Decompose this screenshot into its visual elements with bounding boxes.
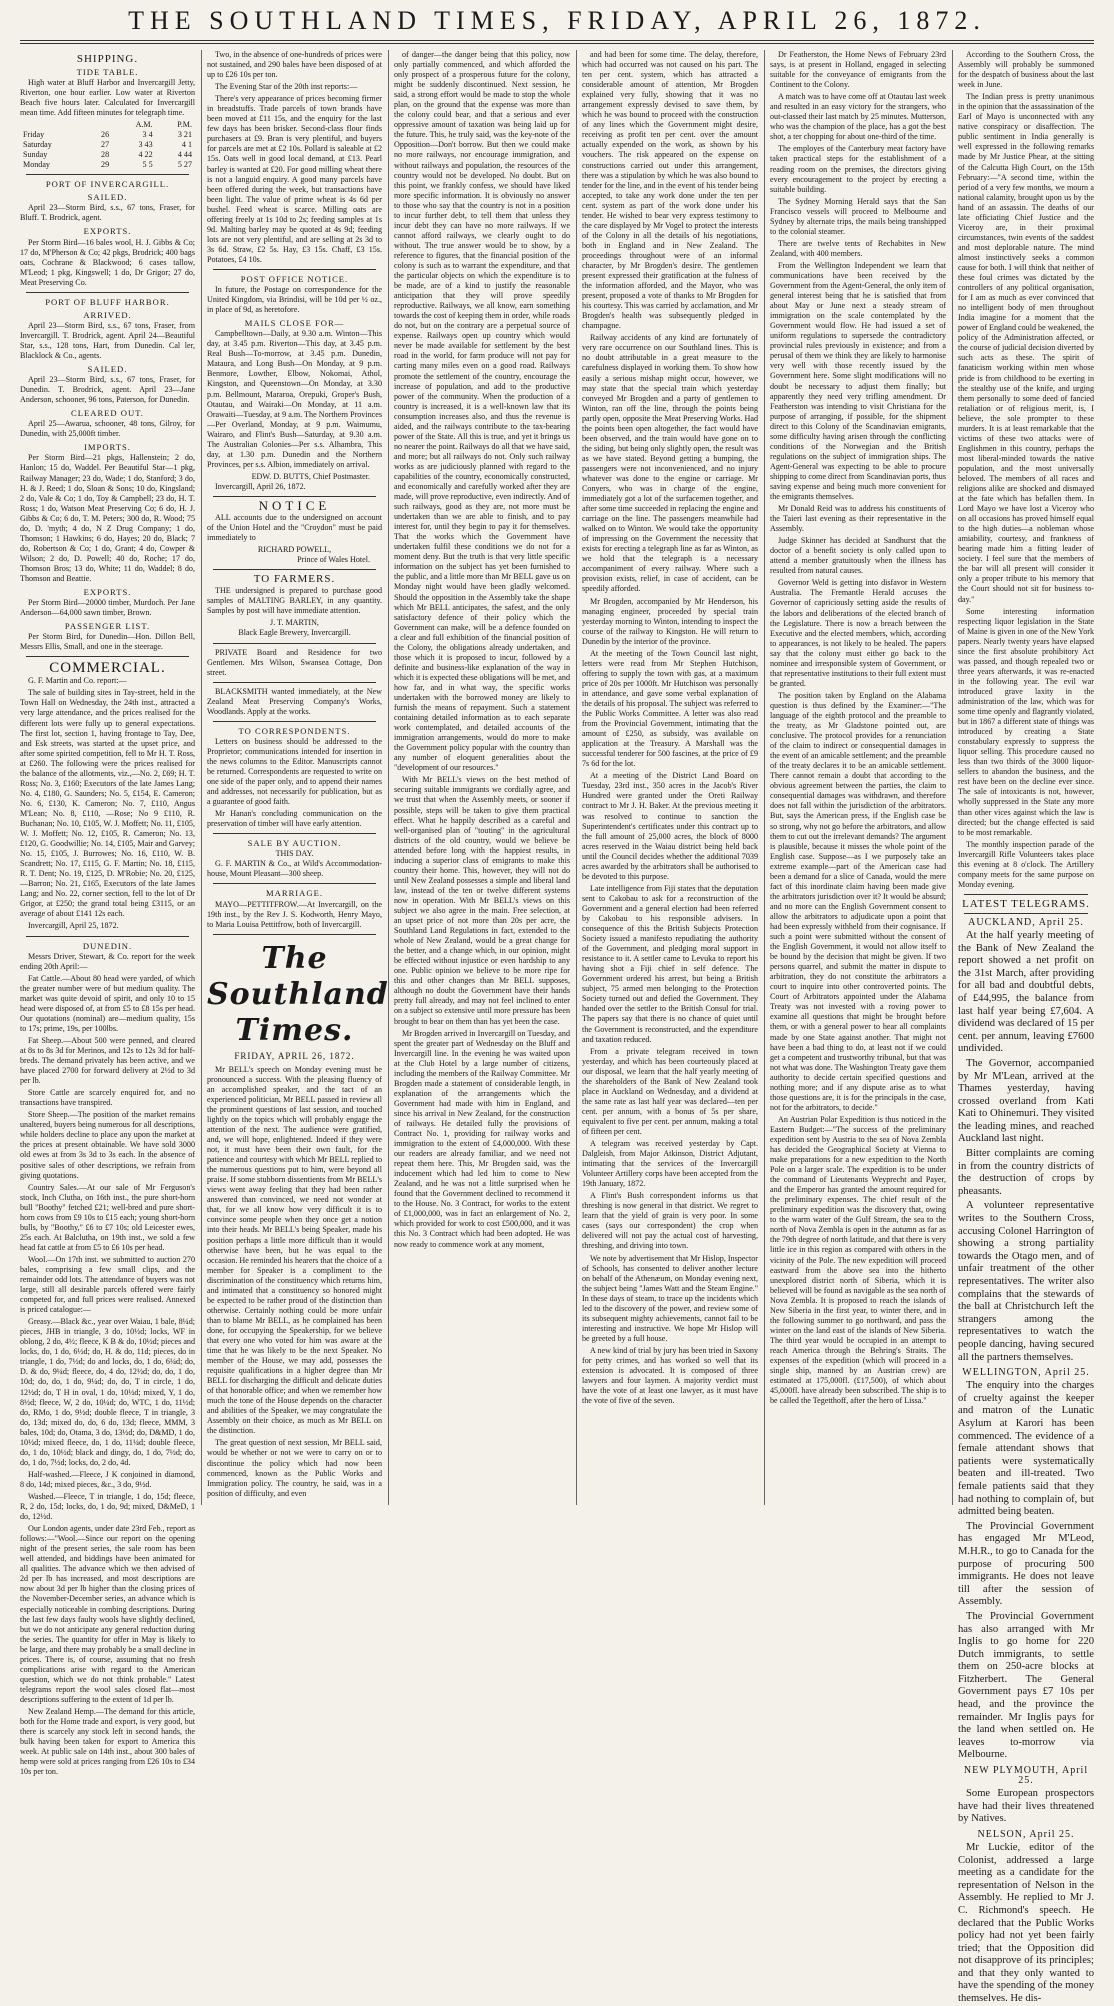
article-paragraph: Governor Weld is getting into disfavor in Western Australia. The Fremantle Herald accuses the Governor of capriciously setting aside the results of the labors and deliberations of the elected branch of the Legislature. There is now a breach between the Executive and the elected members, which, according to appearances, is not likely to be healed. The papers say that the colony must either go back to the nominee and irresponsible system of Government, or that representative institutions to their full extent must be granted. [770,578,946,688]
commercial-heading: COMMERCIAL. [49,660,166,677]
tide-cell: Monday [23,160,50,170]
imports-text: Per Storm Bird—21 pkgs, Hallenstein; 2 do, Hanlon; 15 do, Waddel. Per Beautiful Star—1 pkg, Railway Manager; 23 do, Wade; 1 do, Stanford; 3 do, H. & J. Reed; 1 do, Sloan & Sons; 10 do, Kingsland; 2 do, Vale & Co; 1 do, Toy & Campbell; 23 do, H. T. Ross; 1 do, Watson Meat Preserving Co; 6 do, H. J. Gibbs & Co; 6 do, T. M. Peters; 300 do, R. Wood; 75 do, D. 'myth; 4 do, N Z Drug Company; 1 do, Thomson; 1 Hawkins; 6 do, Hayes; 20 do, Black; 7 do, Robertson & Co; 1 do, Grant; 4 do, Cowper & Wilson; 2 do, D. Powell; 40 do, Roche; 17 do, Thomson Bros; 13 do, White; 11 do, Waddel; 8 do, Thomson and Beattie. [20,453,195,583]
dunedin-heading: DUNEDIN. [82,940,133,951]
article-paragraph: Country Sales.—At our sale of Mr Ferguson's stock, Inch Clutha, on 16th inst., the pure short-horn bull "Boothy" fetched £21; well-bred and pure short-horn cows from £9 10s to £15 each; young short-horn bulls, by "Boothy," £6 to £7 10s; old Leicester ewes, 25s each. At Balclutha, on 19th inst., we sold a few head fat cattle at from £5 to £6 10s per head. [20,1182,195,1252]
telegram-text: The Provincial Government has engaged Mr M'Leod, M.H.R., to go to Canada for the purpose of procuring 500 immigrants. He does not leave till after the session of Assembly. [958,1520,1094,1608]
sailed-text: April 23—Storm Bird, s.s., 67 tons, Fraser, for Bluff. T. Brodrick, agent. [20,203,195,223]
article-paragraph: According to the Southern Cross, the Assembly will probably be summoned for the despatch of business about the last week in June. [958,50,1094,90]
notice-heading: NOTICE [258,497,331,513]
sale-heading: SALE BY AUCTION. [247,838,342,849]
article-paragraph: The Evening Star of the 20th inst reports:— [215,82,358,92]
section-rule [26,292,189,293]
telegram-items [958,918,1094,2006]
leader-paras [207,1065,382,1499]
column-rule [388,50,389,1505]
article-paragraph: Mr BELL's speech on Monday evening must be pronounced a success. With the pleasing fluency of an accomplished speaker, and the tact of an experienced politician, Mr BELL passed in review all the prominent questions of last session, and touched lightly on the topics which will probably engage the attention of the next. The audience were gratified, and, we will hope, enlightened. Indeed if they were not, it must have been their own fault, for the patience and courtesy with which Mr BELL replied to the numerous questions put to him, were beyond all praise. If some stubborn dissentients from Mr BELL's views went away feeling that they had been rather answered than convinced, we need not wonder at that, for we all know how very difficult it is to convince some people when they once get a notion into their heads. Mr BELL's being Speaker, made his position perhaps a little more difficult than it would otherwise have been, but he was equal to the occasion. He reminded his hearers that the choice of a member for Speaker is a compliment to the discrimination of the constituency which returns him, and intimated that a constituency so honored might be expected to be rather proud of the distinction than otherwise. Certainly nothing could be more unfair than to blame Mr BELL, as he complained has been done, for occupying the Speakership, for we believe that every one who voted for him was aware at the time that he was likely to be the next Speaker. No member of the House, we may add, possesses the requisite qualifications in a higher degree than Mr BELL for discharging the difficult and delicate duties of that honorable office; and when we remember how much the tone of the House depends on the character and abilities of the Speaker, we may congratulate the Assembly on their choice, as much as Mr BELL on the distinction. [207,1064,383,1436]
tide-cell: 5 5 [142,160,153,170]
article-paragraph: Mr Brogden, accompanied by Mr Henderson, his managing engineer, proceeded by special train yesterday morning to Winton, intending to inspect the course of the railway to Kingston. He will return to Dunedin by the interior of the province. [582,596,758,646]
article-paragraph: Half-washed.—Fleece, J K conjoined in diamond, 8 do, 14d; mixed pieces, &c., 3 do, 9½d. [20,1469,195,1489]
masthead-rule [20,40,1094,41]
telegram-place: NEW PLYMOUTH, April 25. [963,1765,1089,1787]
blacksmith-ad: BLACKSMITH wanted immediately, at the New Zealand Meat Preserving Company's Works, Woodlands. Apply at the works. [207,686,382,716]
tide-cell: Saturday [23,140,52,150]
shipping-heading: SHIPPING. [76,53,139,65]
telegram-place: WELLINGTON, April 25. [962,1367,1090,1379]
tide-cell: 5 27 [177,160,192,170]
tide-cell: 3 43 [138,140,153,150]
sailed2-text: April 23—Storm Bird, s.s., 67 tons, Fraser, for Dunedin. T. Brodrick, agent. April 23—Jane Anderson, schooner, 96 tons, Paterson, for Dunedin. [20,375,195,405]
article-paragraph: From a private telegram received in town yesterday, and which has been courteously placed at our disposal, we learn that the half yearly meeting of the shareholders of the Bank of New Zealand took place in Auckland on Wednesday, and a dividend at the same rate as last half year was declared—ten per cent. per annum, with a bonus of 5s per share, equivalent to five per cent. per annum, making a total of fifteen per cent. [582,1046,758,1136]
telegram-text: The Governor, accompanied by Mr M'Lean, arrived at the Thames yesterday, having crossed overland from Kati Kati to Ohinemuri. They visited the leading mines, and reached Auckland last night. [958,1057,1094,1145]
article-paragraph: Store Sheep.—The position of the market remains unaltered, buyers being numerous for all descriptions, while holders decline to place any upon the market at the prices at present obtainable. We have sold 3000 old ewes at from 3s 3d to 3s each. In the absence of positive sales of other descriptions, we refrain from giving quotations. [20,1110,195,1180]
post-intro: In future, the Postage on correspondence for the United Kingdom, via Brindisi, will be 10d per ½ oz., in place of 9d, as heretofore. [207,285,382,315]
section-rule [26,174,189,175]
tide-cell: 26 [101,130,110,140]
correspondents-heading: TO CORRESPONDENTS. [238,725,351,736]
cleared-label: CLEARED OUT. [71,408,144,419]
article-paragraph: Greasy.—Black &c., year over Waiau, 1 bale, 8¼d; pieces, JHB in triangle, 3 do, 10½d; locks, WF in oblong, 2 do, 4½; fleece, K B & do, 10½d; pieces and locks, do, 1 do, 6½d; do, H. & do, 11d; pieces, do in triangle, 1 do, 7½d; do and locks, do, 1 do, 6¼d; do, D. & do, 9¼d; fleece, do, 4 do, 12½d; do, do, 1 do, 10d; do, do, 1 do, 9¼d; do, do, T in circle, 1 do, 12½d; do, T H in oval, 1 do, 10½d; mixed, Y, 1 do, 8½d; fleece, W, 2 do, 10¼d; do, WTC, 1 do, 11½d; do, RMo, 1 do, 9½d; double fleece, T in triangle, 3 do, 13d; mixed do, do, 6 do, 13d; fleece, MMM, 3 bales, 10d; do, Otama, 3 do, 13½d; do, D&MD, 1 do, 10½d; mixed fleece, do, 1 do, 11¼d; double fleece, do, 1 do, 10½d; black and dingy, do, 1 do, 7½d; do, do, 1 do, 7½d; locks, do, 2 do, 4d. [20,1317,195,1467]
article-paragraph: Messrs Driver, Stewart, & Co. report for the week ending 20th April:— [20,951,195,971]
telegram-text: The enquiry into the charges of cruelty against the keeper and matron of the Lunatic Asylum at Karori has been commenced. The evidence of a female attendant shows that patients were systematically beaten and ill-treated. Two female patients said that they had nothing to complain of, but admitted being beaten. [958,1380,1094,1518]
column-3 [394,50,570,1510]
telegram-text: Bitter complaints are coming in from the country districts of the destruction of crops by pheasants. [958,1148,1094,1197]
post-office-heading: POST OFFICE NOTICE. [240,273,349,284]
article-paragraph: A new kind of trial by jury has been tried in Saxony for petty crimes, and has worked so well that its extension is advocated. It is composed of three lawyers and four laymen. A majority verdict must have the vote of at least one lawyer, as it must have the vote of five of the seven. [582,1345,758,1406]
telegram-place: AUCKLAND, April 25. [968,916,1084,928]
article-paragraph: Mr Brogden arrived in Invercargill on Tuesday, and spent the greater part of Wednesday on the Bluff and Invercargill line. In the evening he was waited upon at the Club Hotel by a large number of citizens, including the members of the Railway Committee. Mr Brogden made a statement of considerable length, in explanation of the arrangements which the Government had made with him in England, and since his arrival in New Zealand, for the construction of railways. He detailed fully the provisions of Contract No. 1, providing for railway works and immigration to the extent of £4,000,000. With these our readers are already familiar, and we need not repeat them here. This, Mr Brogden said, was the inducement which had led him to come to New Zealand, and he was not a little surprised when he found that the Government declined to recommend it to the House. No. 3 Contract, for works to the extent of £1,000,000, was in fact an enlargement of No. 2, which provided for work to cost £500,000, and it was this No. 3 Contract which had been adopted. He was now ready to commence work at any moment, [394,1028,570,1249]
cleared-text: April 25—Awarua, schooner, 48 tons, Gilroy, for Dunedin, with 25,000ft timber. [20,419,195,439]
article-paragraph: The Sydney Morning Herald says that the San Francisco vessels will proceed to Melbourne and Sydney by alternate trips, the mails being transhipped to the colonial steamer. [770,196,946,236]
notice-text: ALL accounts due to the undersigned on account of the Union Hotel and the "Croydon" must be paid immediately to [207,513,382,543]
section-rule [213,721,376,722]
farmers-heading: TO FARMERS. [253,573,336,586]
article-paragraph: The great question of next session, Mr BELL said, would be whether or not we were to carry on or to discontinue the policy which had now been commenced, known as the Public Works and Immigration policy. The country, he said, was in a position of difficulty, and even [207,1438,382,1498]
article-paragraph: Judge Skinner has decided at Sandhurst that the doctor of a benefit society is only called upon to attend a member gratuitously when the illness has resulted from natural causes. [770,536,946,576]
col2-top-paras [207,50,382,265]
exports-text: Per Storm Bird—16 bales wool, H. J. Gibbs & Co; 17 do, M'Pherson & Co; 42 pkgs, Brodrick; 400 bags oats, Cochrane & Blackwood; 6 cases tallow, M'Leod; 1 pkg, Kingswell; 1 do, Dr Grigor; 27 do, Meat Preserving Co. [20,237,195,287]
marriage-text: MAYO—PETTITFROW.—At Invercargill, on the 19th inst., by the Rev J. S. Kodworth, Henry Mayo, to Maria Louisa Pettitfrow, both of Invercargill. [207,899,382,929]
sailed-label: SAILED. [87,192,128,203]
article-paragraph: At the meeting of the Town Council last night, letters were read from Mr Stephen Hutchison, offering to supply the town with gas, at a maximum price of 20s per 1000ft. Mr Hutchison was personally in attendance, and gave some verbal explanation of the details of his proposal. The subject was referred to the Public Works Committee. A letter was also read from the Provincial Government, intimating that the amount of £250, as subsidy, was available on application at the Treasury. A Marshall was the successful tenderer for 500 fascines, at the price of £9 7s 6d for the lot. [582,648,758,769]
tide-cell: 27 [101,140,110,150]
tide-cell: 29 [101,160,110,170]
article-paragraph: With Mr BELL's views on the best method of securing suitable immigrants we cordially agree, and we trust that when the Assembly meets, or sooner if possible, steps will be taken to give them practical effect. What he happily described as a careful and well-organised plan of "touting" in the agricultural districts of the old country, would we believe be attended before long with the happiest results, in inducing a superior class of emigrants to make this country their home. This, however, they will not do until New Zealand possesses a simple and liberal land law, instead of the ten or twelve different systems now in operation. With Mr BELL's views on this subject we also agree in the main. Free selection, at an upset price of not more than 20s per acre, the Southland Land Regulations in fact, extended to the whole of New Zealand, would be a great change for the better, and a change which, in our opinion, might be effected without injustice or even hardship to any one. Public opinion we believe to be more ripe for this and other changes than Mr BELL supposes, although no doubt the Government have their hands pretty full already, and may not feel inclined to enter on a subject so extensive until more pressure has been brought to bear on them than has yet been the case. [394,775,570,1026]
article-paragraph: Fat Sheep.—About 500 were penned, and cleared at 8s to 8s 3d for Merinos, and 12s to 12s 3d for half-breds. The demand privately has been active, and we have placed 2700 for forward delivery at 2½d to 3d per lb. [20,1035,195,1086]
column-6 [958,50,1094,2005]
column-1 [20,50,195,1777]
leader-dateline: FRIDAY, APRIL 26, 1872. [234,1050,355,1061]
column-4 [582,50,758,1510]
sailed2-label: SAILED. [87,364,128,375]
tide-header-row [20,120,195,130]
dunedin-paras [20,952,195,1778]
tide-col-header: A.M. [135,120,153,130]
article-paragraph: From the Wellington Independent we learn that communications have been received by the Government from the Agent-General, the only item of general interest being that he is satisfied that from about May or June next a steady stream of immigration on the scale contemplated by the Government would flow. He had issued a set of uniform regulations to supersede the contradictory provincial rules previously in existence; and from a perusal of them we think they are likely to harmonise very well with those recently issued by the Government here. Some slight modifications will no doubt be necessary to adjust them finally; but apparently they need very trifling amendment. Dr Featherston was intending to visit Christiana for the purpose of arranging, if possible, for the shipment direct to this Colony of the Scandinavian emigrants, some difficulty having arisen through the conflicting conditions of the Norwegian and the British regulations on the subject of immigration ships. The Agent-General was expecting to be able to procure shipping to come direct from Scandinavian ports, thus saving expense and being much more convenient for the emigrants themselves. [770,260,946,502]
article-paragraph: Some interesting information respecting liquor legislation in the State of Maine is given in one of the New York papers. Nearly twenty years have elapsed since the first absolute prohibitory Act was passed, and though repealed two or three years afterwards, it was re-enacted in the following year. The evil war introduced grave laxity in the administration of the law, which was for some time openly and flagrantly violated, but in 1867 a different state of things was introduced by creating a State constabulary expressly to suppress the liquor selling. This procedure caused no less than two thirds of the 3000 liquor-sellers to abandon the business, and the rest have been on the decline ever since. The sale of intoxicants is not, however, wholly suppressed in the State any more than other vices against which the law is directed; but the change effected is said to be most remarkable. [958,606,1094,837]
tide-cell: Friday [23,130,45,140]
column-rule [201,50,202,1505]
tide-cell: 3 4 [142,130,153,140]
article-paragraph: Dr Featherston, the Home News of February 23rd says, is at present in Holland, engaged in selecting suitable for the conveyance of emigrants from the Continent to the Colony. [770,50,946,90]
tide-cell: 28 [101,150,110,160]
tide-col-header [86,120,113,130]
article-paragraph: There's very appearance of prices becoming firmer in breadstuffs. Trade parcels of town brands have been moved at £11 15s, and the enquiry for the last few days has been brisker. Second-class flour finds purchasers at £9. Bran is very plentiful, and buyers for parcels are met at £2 10s. Pollard is saleable at £2 15s. Oats well in good local demand, at £13. Pearl barley is wanted at £20. For good milling wheat there is not a languid enquiry. A good many parcels have been offered during the week, but transactions have been light. The value of prime wheat is 4s 6d per bushel. Feed wheat is scarce. Milling oats are offering freely at 1s 10d to 2s; feeding samples at 1s 9d. Malting barley may be quoted at 4s 9d; feeding lots are not very plentiful, and are selling at 2s 3d to 3s 6d. Straw, £2 5s. Hay, £3 15s. Chaff, £3 15s. Potatoes, £4 10s. [207,94,382,264]
col5-paras [770,50,946,1406]
latest-telegrams-heading: LATEST TELEGRAMS. [962,897,1090,910]
tide-row [20,160,195,170]
arrived-text: April 23—Storm Bird, s.s., 67 tons, Fraser, from Invercargill. T. Brodrick, agent. April 24—Beautiful Star, s.s., 128 tons, Hart, from Dunedin. Cal ler, Blacklock & Co., agents. [20,320,195,360]
sale-day: THIS DAY. [275,849,314,859]
article-paragraph: An Austrian Polar Expedition is thus noticed in the Eastern Budget:—"The success of the preliminary expedition sent by Austria to the sea of Nova Zembla has decided the Geographical Society at Vienna to make preparations for a new expedition to the North Pole on a larger scale. The expedition is to be under the command of Lieutenants Weyprecht and Payer, and the Emperor has granted the amount required for the preliminary expenses. The chief result of the preliminary expedition was the discovery that, owing to the warm water of the Gulf Stream, the sea to the north of Nova Zembla is open in the autumn as far as the 79th degree of north latitude, and that there is very little ice in this region as compared with others in the vicinity of the Pole. The new expedition will proceed eastward from the above sea into the hitherto unexplored district north of Siberia, which it is believed will be found as navigable as the sea north of Nova Zembla. It is proposed to reach the islands of New Siberia in the first year, to winter there, and in the following summer to go northward, and pass the winter on the land east of the islands of New Siberia. The third year would be occupied in an attempt to reach America through the Behring's Straits. The expenses of the expedition (which will proceed in a single ship, manned by an Austrian crew) are estimated at 175,000fl. (£17,500), of which about 45,000fl. have already been subscribed. The ship is to be called the Tegetthoff, after the hero of Lissa." [770,1114,946,1406]
section-rule [213,883,376,884]
masthead: THE SOUTHLAND TIMES, FRIDAY, APRIL 26, 1872. [128,6,986,35]
port-invercargill-heading: PORT OF INVERCARGILL. [45,179,170,190]
article-paragraph: At a meeting of the District Land Board on Tuesday, 23rd inst., 350 acres in the Jacob's River Hundred were granted under the Oreti Railway contract to Mr J. H. Baker. At the previous meeting it was resolved to continue to sanction the Superintendent's certificates under this contract up to the full amount of 25,000 acres, the block of 8000 acres reserved in the Waiau district being held back until the Council decides whether the additional 7039 acres awarded by the arbitrators shall be authorised to be devoted to this purpose. [582,771,758,881]
tide-intro: High water at Bluff Harbor and Invercargill Jetty, Riverton, one hour earlier. Low water at Riverton Beach five hours later. Calculated for Invercargill mean time. Add fifteen minutes for telegraph time. [20,78,195,118]
notice-signature-1: RICHARD POWELL, [257,545,332,555]
section-rule [213,269,376,270]
tide-table [20,120,195,170]
exports2-label: EXPORTS. [83,587,132,598]
article-paragraph: Two, in the absence of one-hundreds of prices were not sustained, and 290 bales have been disposed of at up to £26 10s per ton. [207,50,382,80]
article-paragraph: A Flint's Bush correspondent informs us that threshing is now general in that district. We regret to learn that the yield of grain is very poor. In some cases (says our correspondent) the crop when delivered will not pay the actual cost of harvesting, threshing, and driving into town. [582,1191,758,1251]
mails-text: Campbelltown—Daily, at 9.30 a.m. Winton—This day, at 3.45 p.m. Riverton—This day, at 3.45 p.m. Real Bush—To-morrow, at 3.45 p.m. Dunedin, Mataura, and Long Bush—On Monday, at 9 p.m. Benmore, Lowther, Elbow, Nokomai, Athol, Kingston, and Queenstown—On Monday, at 3.30 p.m. Bellmount, Mararoa, Orepuki, Groper's Bush, Otautau, and Wairaki—On Monday, at 11 a.m. Orawaiti—Tuesday, at 9 a.m. The Northern Provinces—Per Overland, Monday, at 9 p.m. Waimumu, Wairaro, and Flint's Bush—Saturday, at 9.30 a.m. The Australian Colonies—Per s.s. Alhambra, This day, at 1.30 p.m. Dunedin and the Northern Provinces, per s.s. Albion, immediately on arrival. [207,329,382,469]
section-rule [213,496,376,497]
exports-label: EXPORTS. [83,226,132,237]
article-paragraph: The position taken by England on the Alabama question is thus defined by the Examiner:—"The language of the eighth protocol and the preamble to the treaty, as Mr Gladstone pointed out, are conclusive. The protocol provides for a renunciation of the claim to indirect or consequential damages in the event of an amicable settlement; and the preamble of the treaty declares it to be an amicable settlement. There cannot remain a doubt that according to the obvious agreement between the parties, the claim to consequential damages was withdrawn, and therefore does not fall within the jurisdiction of the arbitrators. But, says the American press, if the English case be so strong, why not go before the arbitrators, and allow them to cut out the irrelevant demands? The argument is plausible, because it misses the whole point of the English case. Suppose—as I we purposely take an extreme example—part of the American case had been a demand for a slice of Canada, would the mere fact of this inordinate claim having been made give the arbitrators jurisdiction over it? It would be absurd; and no more can the English Government consent to allow the arbitrators to adjudicate upon a point that had been expressly withheld from their cognisance. If such a point were submitted without the consent of the English Government, it would not allow itself to be bound by the decision that might be given. If two persons quarrel, and submit the matter in dispute to arbitration, they do not constitute the arbitrators a court to inquire into other controverted points. The Court of Arbitrators appointed under the Alabama Treaty was not invested with a roving power to examine all questions that might be brought before them, or with a general power to hear all complaints made by one State against another. That might not have been a bad thing to do, at least not if we could get a competent and trustworthy tribunal, but that was not what was done. The Washington Treaty gave them authority to decide certain specified questions and nothing more; and if any dispute arise as to what those questions are, it is for the principals in the case, not for the arbitrators, to decide." [770,690,946,1112]
tide-cell: 4 22 [138,150,153,160]
section-rule [213,569,376,570]
section-rule [964,913,1088,914]
tide-cell: 4 1 [181,140,192,150]
tide-table-body [20,130,195,170]
telegram-text: Mr Luckie, editor of the Colonist, addressed a large meeting as a candidate for the representation of Nelson in the Assembly. He replied to Mr J. C. Richmond's speech. He declared that the Public Works policy had not yet been fairly tried; that the Opposition did not disapprove of its principles; and that they only wanted to have the spending of the money themselves. He dis- [958,1841,1094,2005]
tide-cell: 4 44 [177,150,192,160]
tide-cell: Sunday [23,150,48,160]
article-paragraph: We note by advertisement that Mr Hislop, Inspector of Schools, has consented to deliver another lecture on behalf of the Athenæum, on Monday evening next, the subject being "James Watt and the Steam Engine." In these days of steam, to trace up the incidents which led to the discovery of the power, and review some of its subsequent mighty achievements, cannot fail to be interesting and instructive. We hope Mr Hislop will be greeted by a full house. [582,1253,758,1343]
exports2-text: Per Storm Bird—20000 timber, Murdoch. Per Jane Anderson—64,000 sawn timber, Brown. [20,598,195,618]
masthead-rule-thin [20,43,1094,44]
farmers-text: THE undersigned is prepared to purchase good samples of MALTING BARLEY, in any quantity. Samples by post will have immediate attention. [207,586,382,616]
article-paragraph: Fat Cattle.—About 80 head were yarded, of which the greater number were of but medium quality. The market was quite devoid of spirit, and only 10 to 15 head were disposed of, at from £5 to £8 15s per head. Our quotations (nominal) are—medium quality, 15s to 17s; prime, 19s, per 100lbs. [20,973,195,1033]
telegram-text: A volunteer representative writes to the Southern Cross, accusing Colonel Harrington of showing a strong partiality towards the Otago men, and of unfair treatment of the other representatives. The writer also complains that the stewards of the ball at Christchurch left the strangers among the representatives to watch the people dancing, having secured all the partners themselves. [958,1200,1094,1363]
column-5 [770,50,946,1510]
article-paragraph: The monthly inspection parade of the Invercargill Rifle Volunteers takes place this evening at 8 o'clock. The Artillery company meets for the same purpose on Monday evening. [958,839,1094,889]
section-rule [213,934,376,935]
telegram-text: The Provincial Government has also arranged with Mr Inglis to go home for 220 Dutch immigrants, to settle them on 250-acre blocks at Fitzherbert. The General Government pays £7 10s per head, and the province the remainder. Mr Inglis pays for the land when settled on. He leaves to-morrow via Melbourne. [958,1610,1094,1761]
correspondents-text: Letters on business should be addressed to the Proprietor; communications intended for insertion in the news columns to the Editor. Manuscripts cannot be returned. Correspondents are requested to write on one side of the paper only, and to append their names and addresses, not necessarily for publication, but as a guarantee of good faith. [207,736,382,807]
column-rule [576,50,577,1505]
marriage-heading: MARRIAGE. [266,888,323,899]
article-paragraph: The employes of the Canterbury meat factory have taken practical steps for the establishment of a reading room on the premises, the directors giving every encouragement to the project by erecting a suitable building. [770,144,946,194]
article-paragraph: G. F. Martin and Co. report:— [28,676,127,686]
section-rule [26,656,189,657]
column-rule [764,50,765,1505]
article-paragraph: The sale of building sites in Tay-street, held in the Town Hall on Wednesday, the 24th inst., attracted a very large attendance, and the prices realised for the different lots were fully up to general expectations. The first lot, section 1, having frontage to Tay, Dee, and Esk streets, was started at the upset price, and after some spirited competition, fell to Mr H. T. Ross, at £260. The following were the prices realised for the balance of the allotments, viz.,—No. 2, £69; H. T. Ross; No. 3, £160; Executors of the late James Lang; No. 4, £180, G. Saunders; No. 5, £154, E. Cameron; No. 6, £130, K. Cameron; No. 7, £110, Angus M'Lean; No. 8, £110, —Rose; No 9 £110, R. Buchanan; No. 10, £105, W. J. Moffett; No. 11, £105, W. J. Moffett; No. 12, £105, R. Cameron; No. 13, £120, G. Goodwillie; No. 14, £105, Mair and Garvey; No. 15, £105, J. Burrowes; No. 16, £110, W. B. Scandrett; No. 17, £115, G. F. Martin; No. 18, £115, R. T. Dent; No. 19, £125, D. M'Robie; No. 20, £125, —Barron; No. 21, £165, Executors of the late James Lang; and No. 22, corner section, fell to the lot of Dr Grigor, at £250; the grand total being £3115, or an average of about £141 12s each. [20,688,195,919]
section-rule [964,894,1088,895]
tide-cell: 3 21 [177,130,192,140]
tide-table-heading: TIDE TABLE. [76,67,139,78]
article-paragraph: New Zealand Hemp.—The demand for this article, both for the Home trade and export, is very good, but there is scarcely any stock left in second hands, the bulk having been taken for export to America this week. At public sale on 14th inst., about 300 bales of hemp were sold at prices ranging from £26 10s to £34 10s per ton. [20,1706,195,1777]
farmers-signature-1: J. T. MARTIN, [270,618,319,628]
tide-col-header: P.M. [177,120,192,130]
notice-signature-2: Prince of Wales Hotel. [297,555,370,565]
article-paragraph: A match was to have come off at Otautau last week and resulted in an easy victory for the strangers, who out-classed their last match by 25 minutes. Mutterson, who was the champion of the place, has a got the best shot, a ter chopping for about one-third of the time. [770,92,946,142]
port-bluff-heading: PORT OF BLUFF HARBOR. [45,296,170,307]
article-paragraph: Railway accidents of any kind are fortunately of very rare occurrence on our Southland lines. This is no doubt attributable in a great measure to the carefulness displayed in working them. To show how easily a serious mishap might occur, however, we may state that the special train which yesterday conveyed Mr Brogden and a party of gentlemen to Winton, ran off the line, through the points being partly open, opposite the Meat Preserving Works. Had the points been open altogether, the fact would have been observed, and the train would have gone on to the siding, but being only slightly open, the result was as we have stated. Beyond getting a bumping, the passengers were not inconvenienced, and no injury whatever was done to the engine or carriage. Mr Conyers, who was in charge of the engine, immediately got a lot of the surfacemen together, and after some time succeeded in replacing the engine and carriage on the line. The passengers meanwhile had walked on to Winton. We would take the opportunity of impressing on the Government the necessity that exists for erecting a telegraph line as far as Winton, as we hold that the telegraph is a necessary accompaniment of every railway. Where such a provision exists, relief, in case of accident, can be speedily afforded. [582,333,758,594]
section-rule [213,682,376,683]
article-paragraph: Washed.—Fleece, T in triangle, 1 do, 15d; fleece, R, 2 do, 15d; locks, do, 1 do, 9d; mixed, D&MeD, 1 do, 12½d. [20,1492,195,1522]
article-paragraph: Mr Donald Reid was to address his constituents of the Taieri last evening as their representative in the Assembly. [770,504,946,534]
sale-text: G. F. MARTIN & Co., at Wild's Accommodation-house, Mount Pleasant—300 sheep. [207,859,382,879]
arrived-label: ARRIVED. [83,309,132,320]
article-paragraph: Our London agents, under date 23rd Feb., report as follows:—"Wool.—Since our report on the opening night of the present series, the sale room has been well attended, and biddings have been animated for all qualities. The advance which we then advised of 2d per lb has increased, and most descriptions are now about 3d per lb higher than the closing prices of the November-December series, an advance which is especially noticeable in combing descriptions. During the last few days faulty wools have slightly declined, but we do not anticipate any general reduction during the series. The quantity for offer in May is likely to be large, and there may probably be a small decline in prices. There is, of course, assuming that no fresh complications arise with regard to the American question, which we do not think probable." Latest telegrams report the wool sales closed flat—most descriptions suffering to the extent of 1d per lb. [20,1524,195,1704]
tide-row [20,130,195,140]
post-signature: EDW. D. BUTTS, Chief Postmaster. [251,471,370,481]
article-paragraph: Wool.—On 17th inst. we submitted to auction 270 bales, comprising a few small clips, and the remainder odd lots. The attendance of buyers was not large, still all desirable parcels offered were fairly competed for, and full prices were realised. Annexed is priced catalogue:— [20,1254,195,1315]
telegram-text: At the half yearly meeting of the Bank of New Zealand the report showed a net profit on the 31st March, after providing for all bad and doubtful debts, of £44,995, the balance from last half year being £7,604. A dividend was declared of 15 per cent. per annum, leaving £7600 undivided. [958,929,1094,1055]
column-2 [207,50,389,1510]
section-rule [213,833,376,834]
telegram-place: NELSON, April 25. [977,1828,1075,1840]
col4-paras [582,50,758,1406]
correspondents-text-2: Mr Hanan's concluding communication on the preservation of timber will have early attention. [207,809,382,829]
article-paragraph: Invercargill, April 25, 1872. [28,921,119,931]
column-rule [952,50,953,1505]
farmers-signature-2: Black Eagle Brewery, Invercargill. [238,628,351,638]
passenger-label: PASSENGER LIST. [64,621,151,632]
commercial-paras [20,676,195,931]
newspaper-title: The Southland Times. [207,940,389,1048]
article-paragraph: The Indian press is pretty unanimous in the opinion that the assassination of the Earl of Mayo is unconnected with any native conspiracy or disaffection. The public sentiment in India generally is well expressed in the following remarks made by Mr Justice Phear, at the sitting of the Calcutta High Court, on the 15th February:—"A second time, within the period of a very few months, we mourn a national calamity, brought upon us by the hand of an assassin. The deaths of our late officiating Chief Justice and the Viceroy are, in their proximal circumstances, twin events of the saddest and most deplorable nature. The mind almost instinctively seeks a common cause for both. I will think that neither of these foul crimes was dictated by the controllers of any political organisation, for I am as much as ever convinced that no intelligent body of men throughout India imagine for a moment that the power of England could be weakened, the policy of the Administration affected, or the course of judicial decision diverted by such acts as these. The spirit of fanaticism working within men whose pride is from childhood to be exerting in the stealthy use of the knife, and urging them personally to some deed of fancied retaliation or of religious merit, is, I believe, the sole prompter to these murders. It is at least remarkable that the victims of these two attacks were of Englishmen in this country, perhaps the most liberal-minded towards the native population, and the most universally beloved. The members of all races and religions alike are shocked and dismayed at the fate which has befallen them. In Lord Mayo we have lost a Viceroy who on all occasions has proved himself equal to the high duties—a nobleman whose amiability, courtesy, and frankness of bearing made him a fitting leader of society. I feel sure that the members of the bar will all present will consider it only a proper tribute to his memory that the Court should not sit for business to-day." [958,92,1094,604]
tide-col-header [20,120,86,130]
section-rule [213,643,376,644]
article-paragraph: Late intelligence from Fiji states that the deputation sent to Cakobau to ask for a reconstruction of the Government and a general election had been referred by Cakobau to his responsible advisers. In consequence of this the British Subjects Protection Society issued a manifesto repudiating the authority of the Government, and pledging moral support in resistance to it. A settler came to Levuka to report his having shot a Fiji chief in self defence. The Government ordered his arrest, but being a British subject, 75 armed men belonging to the Protection Society turned out and defied the Government. They handed over the settler to the British Consul for trial. The papers say that there is no chance of quiet until the Government is reconstructed, and the expenditure and taxation reduced. [582,883,758,1044]
private-board-ad: PRIVATE Board and Residence for two Gentlemen. Mrs Wilson, Swansea Cottage, Don street. [207,647,382,677]
article-paragraph: and had been for some time. The delay, therefore, which had occurred was not caused on his part. The ten per cent. system, which has attracted a considerable amount of attention, Mr Brogden explained very fully, showing that it was no arrangement expressly devised to save them, by which he was bound to proceed with the construction of any lines which the Government might desire, receiving as profit ten per cent. over the amount actually expended on the work, as shown by his vouchers. The risk appeared on the expense on constructions carried out under this arrangement, there was a stipulation by which he was also bound to tender for the line, and in the event of his tender being accepted, to take any work done under the ten per cent. system as part of the work done under his tender. He wished to bear very express testimony to the care displayed by Mr Vogel to protect the interests of the Colony in all the details of his negotiations, both in England and in New Zealand. The proceedings throughout were of an informal character, by Mr Brogden's desire. The gentlemen present expressed their gratification at the fulness of the information afforded, and the Mayor, who was present, proposed a vote of thanks to Mr Brogden for his courtesy. This was carried by acclamation, and Mr Brogden's health was subsequently pledged in champagne. [582,50,758,331]
imports-label: IMPORTS. [84,442,131,453]
section-rule [26,936,189,937]
article-paragraph: A telegram was received yesterday by Capt. Dalgleish, from Major Atkinson, District Adjutant, intimating that the services of the Invercargill Volunteer Artillery corps have been accepted from the 19th January, 1872. [582,1139,758,1189]
article-paragraph: Store Cattle are scarcely enquired for, and no transactions have transpired. [20,1088,195,1108]
col3-paras [394,50,570,1250]
article-paragraph: There are twelve tents of Rechabites in New Zealand, with 400 members. [770,238,946,258]
tide-row [20,140,195,150]
telegram-text: Some European prospectors have had their lives threatened by Natives. [958,1788,1094,1825]
article-paragraph: of danger—the danger being that this policy, now only partially commenced, and which afforded the only prospect of a prosperous future for the colony, might be suddenly discontinued. Next session, he said, a strong effort would be made to stop the whole plan, on the ground that the expense was more than the colony could bear, and that a serious and ever oppressive amount of taxation was being laid up for the future. This, he truly said, was the key-note of the Opposition—Don't borrow. But then we could make no more railways, nor encourage immigration, and without railways and population, the resources of the country would not be developed. No doubt. But on this point, we frankly confess, we should have liked more specific information. It is obviously no answer to those who say that the country is not in a position to incur further debt, to tell them that unless they incur debt they can have no more railways. If we cannot afford railways, we clearly ought to do without. The true answer would be to show, by a reference to figures, that the financial position of the colony is such as to warrant the expenditure, and that the particular objects on which the expenditure is to be made, are of a kind to justify the reasonable anticipation that they will prove speedily reproductive. Railways, we all know, earn something towards the cost of keeping them in order, while roads do not, but on the contrary are a perpetual source of expense. Railways open up country which would never be made available for settlement by the best road in the world, for farm produce will not pay for carting many miles even on a good road. Railways promote the settlement of the country, encourage the increase of population, and add to the productive power of the community. When the production of a country is increased, it is a well-known law that its consumption increases also, and thus the revenue is aided, and the railways contribute to the tax-bearing power of the State. All this is true, and yet it brings us no nearer the point. Railways do all that we have said, and more; but all railways do not. Only such railway works as are judiciously planned with regard to the capabilities of the country, economically constructed, and economically and carefully worked after they are made, will prove reproductive, even indirectly. And of such railways, good as they are, not more must be undertaken than we are able to finish, and to pay interest for, until they begin to pay it for themselves. That the works which the Government have undertaken fulfil these conditions we do not for a moment deny. But the truth is that very little specific information on the subject has yet been furnished to the public, and a little more than Mr BELL gave us on Monday night would have been gladly welcomed. Should the opposition in the Assembly take the shape which Mr BELL anticipates, the safest, and the only satisfactory defence of their policy which the Government can make, will be a defence founded on a clear and full exhibition of the financial position of the Colony, the obligations already undertaken, and those which it is proposed to incur, followed by a definite and business-like explanation of the way in which it is expected these obligations will be met, and how far, and in what way, the specific works undertaken with the borrowed money are likely to furnish the means of repayment. Such a statement containing detailed information as to each separate work contemplated, and detailed accounts of the immigration arrangements, would do more to make the Government policy popular with the country than any number of eloquent generalities about the "development of our resources." [394,50,570,773]
passenger-text: Per Storm Bird, for Dunedin—Hon. Dillon Bell, Messrs Ellis, Small, and one in the steerage. [20,632,195,652]
tide-row [20,150,195,160]
col6-paras [958,50,1094,890]
post-date: Invercargill, April 26, 1872. [215,481,306,491]
mails-label: MAILS CLOSE FOR— [244,318,345,329]
